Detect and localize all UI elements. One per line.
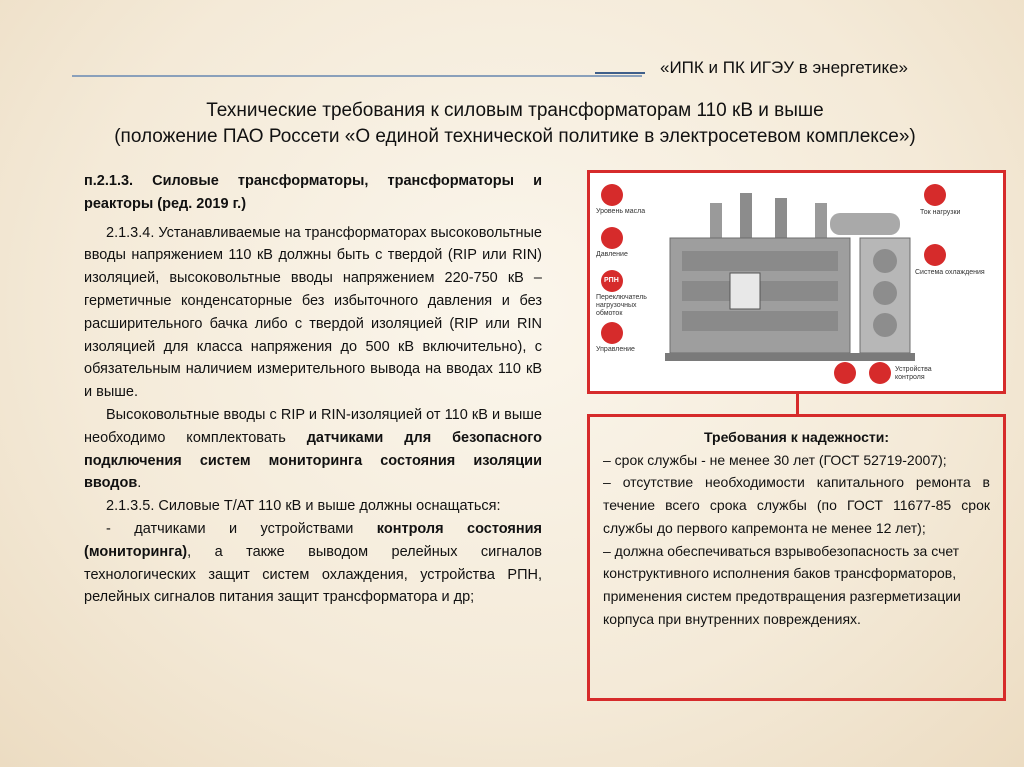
pressure-icon (601, 227, 623, 249)
label-pressure: Давление (596, 251, 628, 258)
bushing-2 (740, 193, 752, 243)
p2-bold: датчиками для безопасного подключения систем мониторинга состояния изоляции вводов (84, 429, 543, 492)
requirements-heading: Требования к надежности: (704, 429, 889, 445)
transformer-diagram (587, 170, 1006, 394)
fan-3 (873, 313, 897, 337)
base (665, 353, 915, 361)
page-title (40, 98, 990, 150)
monitoring-device-icon (869, 362, 891, 384)
reliability-requirements-box (587, 414, 1006, 701)
requirement-item-3: – должна обеспечиваться взрывобезопасность за счет конструктивного исполнения баков трансформаторов, применения систем предотвращения разгерметизации корпуса при внутренних повреждениях. (603, 542, 961, 627)
left-text-column (84, 170, 542, 609)
paragraph-bushings (84, 404, 542, 495)
connector-line (796, 393, 799, 415)
paragraph-2135: 2.1.3.5. Силовые Т/АТ 110 кВ и выше должны оснащаться: (106, 498, 501, 515)
org-name: «ИПК и ПК ИГЭУ в энергетике» (660, 58, 909, 77)
p4-text-c: , а также выводом релейных сигналов технологических защит систем охлаждения, устройства РПН, релейных сигналов питания защит трансформатора и др; (84, 543, 542, 606)
section-heading: п.2.1.3. Силовые трансформаторы, трансформаторы и реакторы (ред. 2019 г.) (84, 173, 542, 212)
oil-level-icon (601, 184, 623, 206)
p4-bold: контроля состояния (мониторинга) (84, 520, 542, 560)
label-cooling: Система охлаждения (915, 269, 985, 276)
title-line-2: (положение ПАО Россети «О единой технической политике в электросетевом комплексе») (114, 126, 916, 147)
label-control: Управление (596, 346, 635, 353)
control-icon (601, 322, 623, 344)
p2-text-a: Высоковольтные вводы с RIP и RIN-изоляцией от 110 кВ и выше необходимо комплектовать (84, 406, 542, 446)
paragraph-sensors (84, 518, 542, 609)
requirement-item-1: – срок службы - не менее 30 лет (ГОСТ 52719-2007); (603, 451, 947, 468)
title-line-1: Технические требования к силовым трансформаторам 110 кВ и выше (206, 100, 824, 121)
load-current-icon (924, 184, 946, 206)
paragraph-2134: 2.1.3.4. Устанавливаемые на трансформаторах высоковольтные вводы напряжением 110 кВ должны быть с твердой (RIP или RIN) изоляцией, высоковольтные вводы напряжением 220-750 кВ – герметичные конденсаторные без избыточного давления и без расширительного бачка либо с твердой изоляцией (RIP или RIN изоляцией для класса напряжения до 500 кВ включительно), с обязательным наличием измерительного вывода на вводах 110 кВ и выше. (84, 224, 542, 401)
header-rule (72, 75, 642, 77)
bushing-4 (815, 203, 827, 243)
label-rpn-switch: Переключатель нагрузочных обмоток (596, 294, 647, 317)
label-load-current: Ток нагрузки (920, 209, 961, 216)
requirement-item-2: – отсутствие необходимости капитального ремонта в течение всего срока службы (по ГОСТ 11677-85 срок службы до первого капремонта не менее 12 лет); (603, 474, 990, 536)
label-rpn: РПН (604, 277, 619, 284)
bushing-1 (710, 203, 722, 243)
fan-1 (873, 249, 897, 273)
transformer-illustration (590, 173, 1003, 391)
tank-band-3 (682, 311, 838, 331)
thermometer-icon (834, 362, 856, 384)
control-cabinet (730, 273, 760, 309)
tank-band-1 (682, 251, 838, 271)
p2-text-c: . (137, 475, 142, 492)
cooling-system-icon (924, 244, 946, 266)
bushing-3 (775, 198, 787, 243)
fan-2 (873, 281, 897, 305)
p4-text-a: - датчиками и устройствами (106, 520, 377, 537)
label-control-devices: Устройства контроля (895, 366, 932, 381)
label-oil-level: Уровень масла (596, 208, 646, 215)
conservator-tank (830, 213, 900, 235)
header-rule-accent (595, 72, 645, 74)
